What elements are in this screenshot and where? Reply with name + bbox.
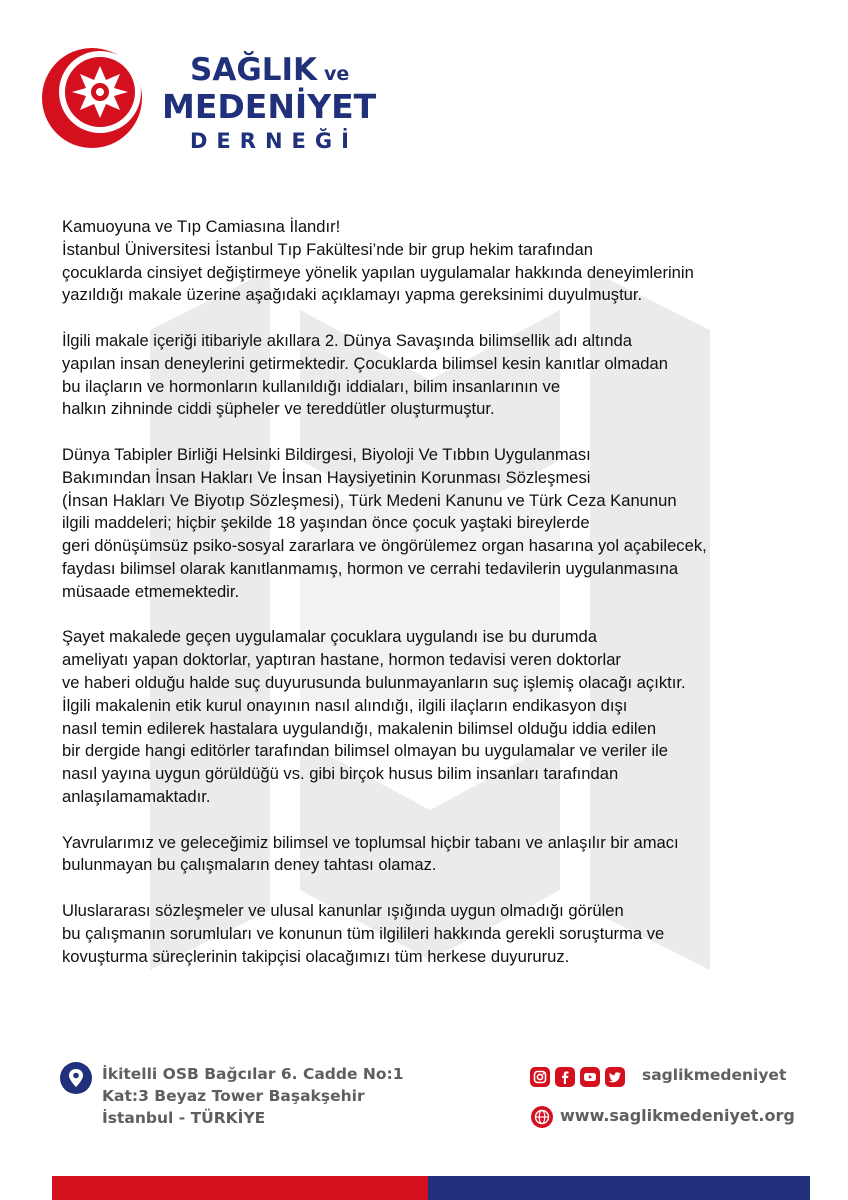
globe-icon xyxy=(531,1106,553,1128)
letter-paragraph xyxy=(62,832,842,878)
letter-paragraph xyxy=(62,444,842,604)
org-name-line2: MEDENİYET xyxy=(162,87,377,126)
crescent-star-emblem-icon xyxy=(42,48,142,148)
letter-line: ilgili maddeleri; hiçbir şekilde 18 yaşından önce çocuk yaştaki bireylerde xyxy=(62,513,590,533)
address-line-2: Kat:3 Beyaz Tower Başakşehir xyxy=(102,1087,365,1105)
letter-paragraph xyxy=(62,900,842,968)
letter-line: yazıldığı makale üzerine aşağıdaki açıklamayı yapma gereksinimi duyulmuştur. xyxy=(62,285,643,305)
footer-bar-red xyxy=(52,1176,428,1200)
letter-line: geri dönüşümsüz psiko-sosyal zararlara ve öngörülemez organ hasarına yol açabilecek, xyxy=(62,536,707,556)
letter-line: (İnsan Hakları Ve Biyotıp Sözleşmesi), Türk Medeni Kanunu ve Türk Ceza Kanunun xyxy=(62,490,677,510)
letter-line: Yavrularımız ve geleceğimiz bilimsel ve toplumsal hiçbir tabanı ve anlaşılır bir amacı xyxy=(62,832,679,852)
letter-line: Bakımından İnsan Hakları Ve İnsan Haysiyetinin Korunması Sözleşmesi xyxy=(62,467,591,487)
org-name-suffix: ve xyxy=(324,63,350,85)
letter-line: bir dergide hangi editörler tarafından bilimsel olmayan bu uygulamalar ve veriler ile xyxy=(62,741,668,761)
announcement-letter xyxy=(62,216,842,991)
letter-line: kovuşturma süreçlerinin takipçisi olacağımızı tüm herkese duyururuz. xyxy=(62,946,570,966)
website-link[interactable]: www.saglikmedeniyet.org xyxy=(560,1106,795,1125)
letter-line: Dünya Tabipler Birliği Helsinki Bildirgesi, Biyoloji Ve Tıbbın Uygulanması xyxy=(62,444,591,464)
letter-line: İstanbul Üniversitesi İstanbul Tıp Fakültesi’nde bir grup hekim tarafından xyxy=(62,239,593,259)
letter-paragraph xyxy=(62,216,842,307)
social-handle[interactable]: saglikmedeniyet xyxy=(642,1066,787,1084)
org-name-line1: SAĞLIK xyxy=(190,52,318,88)
letter-line: anlaşılamamaktadır. xyxy=(62,786,211,806)
letter-line: İlgili makalenin etik kurul onayının nasıl alındığı, ilgili ilaçların endikasyon dışı xyxy=(62,695,628,715)
address-line-3: İstanbul - TÜRKİYE xyxy=(102,1109,266,1127)
letter-line: halkın zihninde ciddi şüpheler ve tereddütler oluşturmuştur. xyxy=(62,399,495,419)
letter-line: Uluslararası sözleşmeler ve ulusal kanunlar ışığında uygun olmadığı görülen xyxy=(62,900,624,920)
letter-paragraph xyxy=(62,626,842,808)
instagram-icon[interactable] xyxy=(530,1067,550,1087)
org-name-line3: DERNEĞİ xyxy=(190,129,358,153)
letter-line: ve haberi olduğu halde suç duyurusunda bulunmayanların suç işlemiş olacağı açıktır. xyxy=(62,672,686,692)
letter-line: müsaade etmemektedir. xyxy=(62,581,240,601)
address-line-1: İkitelli OSB Bağcılar 6. Cadde No:1 xyxy=(102,1065,404,1083)
letter-line: nasıl temin edilerek hastalara uygulandığı, makalenin bilimsel olduğu iddia edilen xyxy=(62,718,657,738)
letter-paragraph xyxy=(62,330,842,421)
letter-line: Kamuoyuna ve Tıp Camiasına İlandır! xyxy=(62,217,341,236)
letter-line: bu ilaçların ve hormonların kullanıldığı iddiaları, bilim insanlarının ve xyxy=(62,376,561,396)
letter-line: nasıl yayına uygun görüldüğü vs. gibi birçok husus bilim insanları tarafından xyxy=(62,764,619,784)
letter-line: faydası bilimsel olarak kanıtlanmamış, hormon ve cerrahi tedavilerin uygulanmasına xyxy=(62,558,679,578)
letter-line: Şayet makalede geçen uygulamalar çocuklara uygulandı ise bu durumda xyxy=(62,627,598,647)
letter-line: ameliyatı yapan doktorlar, yaptıran hastane, hormon tedavisi veren doktorlar xyxy=(62,650,621,670)
twitter-icon[interactable] xyxy=(605,1067,625,1087)
youtube-icon[interactable] xyxy=(580,1067,600,1087)
social-icons xyxy=(530,1067,625,1089)
facebook-icon[interactable] xyxy=(555,1067,575,1087)
letter-line: bu çalışmanın sorumluları ve konunun tüm ilgilileri hakkında gerekli soruşturma ve xyxy=(62,923,665,943)
letter-line: İlgili makale içeriği itibariyle akıllara 2. Dünya Savaşında bilimsellik adı altında xyxy=(62,330,632,350)
footer-bar-blue xyxy=(428,1176,810,1200)
organization-logo xyxy=(42,40,402,160)
address-block xyxy=(102,1063,404,1129)
letter-line: bulunmayan bu çalışmaların deney tahtası olamaz. xyxy=(62,855,437,875)
location-pin-icon xyxy=(60,1062,92,1094)
letter-line: yapılan insan deneylerini getirmektedir. Çocuklarda bilimsel kesin kanıtlar olmadan xyxy=(62,353,668,373)
letter-line: çocuklarda cinsiyet değiştirmeye yönelik yapılan uygulamalar hakkında deneyimlerinin xyxy=(62,262,694,282)
